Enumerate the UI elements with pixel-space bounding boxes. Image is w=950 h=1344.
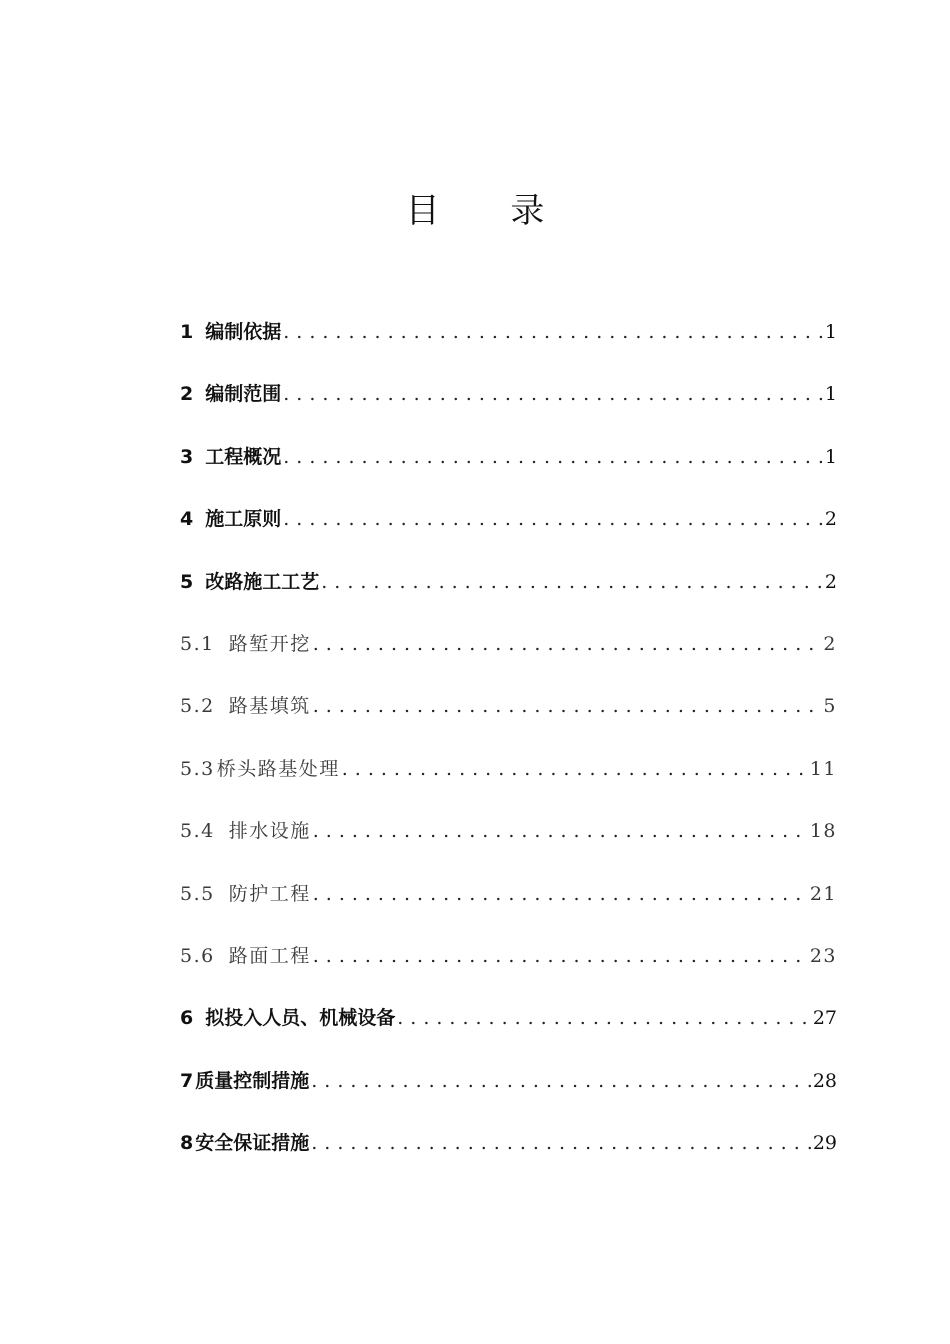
dot-leader (342, 751, 808, 787)
toc-entry[interactable] (180, 813, 837, 875)
dot-leader (311, 1063, 811, 1099)
toc-entry-page: 11 (809, 757, 837, 780)
toc-entry-number: 4 (180, 508, 194, 531)
toc-entry-label: 改路施工工艺 (205, 570, 320, 593)
toc-entry-number: 5.5 (180, 882, 215, 905)
toc-entry-number: 5.3 (180, 757, 215, 780)
dot-leader (313, 813, 808, 849)
dot-leader (313, 938, 808, 974)
table-of-contents (180, 314, 837, 1187)
toc-entry-page: 1 (824, 321, 837, 343)
toc-entry-label: 编制依据 (205, 321, 282, 343)
toc-entry-page: 23 (809, 944, 837, 967)
toc-entry[interactable] (180, 1125, 837, 1187)
toc-entry[interactable] (180, 1063, 837, 1125)
toc-entry-page: 2 (823, 632, 837, 655)
toc-entry-label: 路基填筑 (228, 695, 311, 718)
toc-entry-number: 5 (180, 570, 194, 593)
dot-leader (321, 564, 823, 600)
toc-entry-label: 路堑开挖 (228, 632, 311, 655)
toc-entry-number: 7 (180, 1069, 194, 1092)
toc-entry[interactable] (180, 564, 837, 626)
toc-entry-number: 6 (180, 1007, 194, 1030)
toc-entry[interactable] (180, 688, 837, 750)
toc-entry-page: 1 (824, 383, 837, 406)
dot-leader (397, 1000, 811, 1036)
dot-leader (313, 688, 822, 724)
toc-entry-number: 8 (180, 1132, 194, 1155)
toc-entry-label: 工程概况 (205, 445, 282, 468)
toc-entry-label: 编制范围 (205, 383, 282, 406)
toc-entry-label: 安全保证措施 (195, 1132, 310, 1155)
toc-entry-number: 2 (180, 383, 194, 406)
dot-leader (313, 876, 808, 912)
toc-entry-page: 28 (812, 1069, 837, 1092)
toc-entry[interactable] (180, 1000, 837, 1062)
toc-entry-page: 2 (824, 570, 837, 593)
toc-entry-label: 质量控制措施 (195, 1069, 310, 1092)
toc-entry[interactable] (180, 938, 837, 1000)
toc-entry-label: 路面工程 (228, 944, 311, 967)
toc-entry-page: 5 (823, 695, 837, 718)
toc-entry[interactable] (180, 626, 837, 688)
dot-leader (283, 376, 823, 412)
dot-leader (313, 626, 822, 662)
toc-entry-number: 5.1 (180, 632, 215, 655)
dot-leader (283, 439, 823, 475)
toc-entry-number: 3 (180, 445, 194, 468)
toc-entry-page: 2 (824, 508, 837, 531)
toc-entry-number: 1 (180, 321, 194, 343)
toc-entry-page: 27 (812, 1007, 837, 1030)
toc-entry-page: 21 (809, 882, 837, 905)
toc-entry[interactable] (180, 439, 837, 501)
toc-entry[interactable] (180, 876, 837, 938)
toc-entry-page: 1 (824, 445, 837, 468)
toc-entry-label: 排水设施 (228, 820, 311, 843)
toc-entry-page: 29 (812, 1132, 837, 1155)
toc-entry[interactable] (180, 501, 837, 563)
toc-title: 目 录 (405, 191, 575, 231)
dot-leader (311, 1125, 811, 1161)
toc-entry-page: 18 (809, 820, 837, 843)
dot-leader (283, 314, 823, 350)
toc-entry-label: 桥头路基处理 (216, 757, 340, 780)
toc-entry-label: 拟投入人员、机械设备 (205, 1007, 396, 1030)
toc-entry[interactable] (180, 751, 837, 813)
toc-entry-number: 5.2 (180, 695, 215, 718)
dot-leader (283, 501, 823, 537)
toc-entry-label: 施工原则 (205, 508, 282, 531)
toc-entry[interactable] (180, 376, 837, 438)
toc-entry-label: 防护工程 (228, 882, 311, 905)
toc-entry[interactable] (180, 314, 837, 376)
toc-entry-number: 5.4 (180, 820, 215, 843)
toc-entry-number: 5.6 (180, 944, 215, 967)
